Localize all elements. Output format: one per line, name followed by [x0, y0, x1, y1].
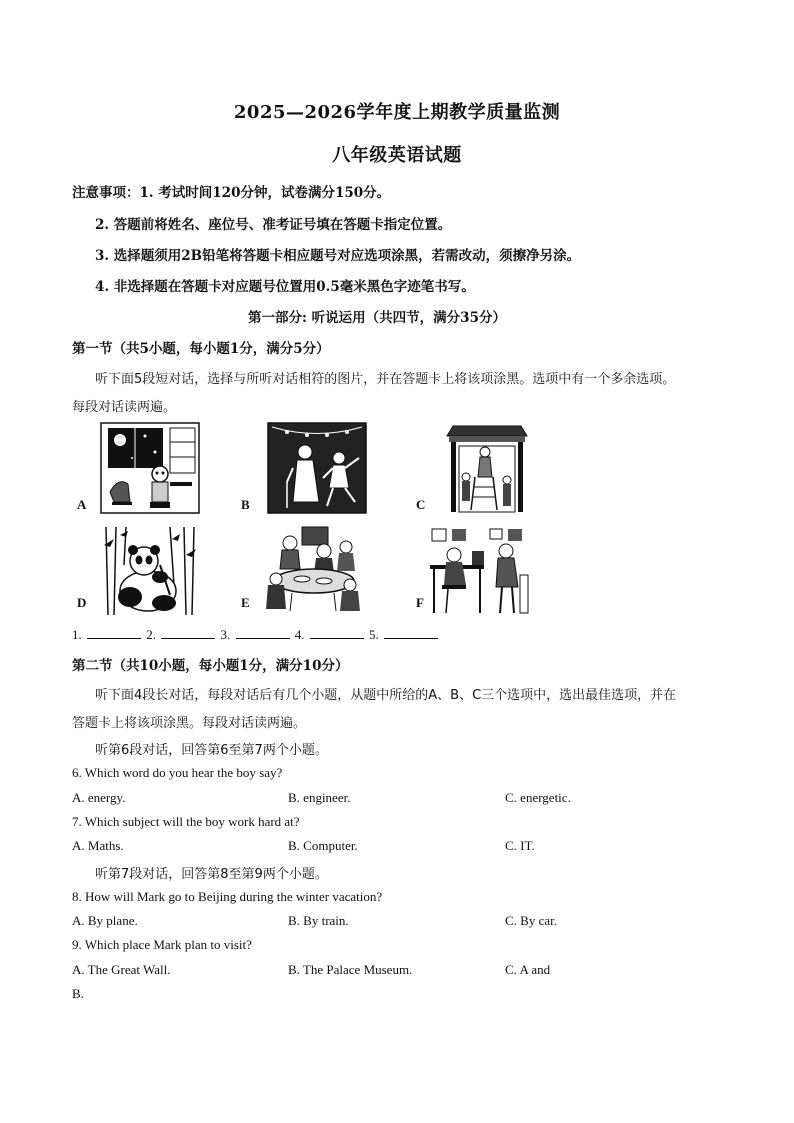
- question-6-option-a[interactable]: A. energy.: [72, 790, 126, 805]
- picture-label-e: E: [241, 595, 250, 610]
- notes-block: [72, 181, 390, 201]
- picture-label-f: F: [416, 595, 424, 610]
- picture-label-a: A: [77, 497, 87, 512]
- question-7: 7. Which subject will the boy work hard at?: [72, 814, 300, 829]
- answer-blank-3[interactable]: [236, 626, 290, 639]
- question-9-option-a[interactable]: A. The Great Wall.: [72, 962, 171, 977]
- picture-label-d: D: [77, 595, 87, 610]
- section1-heading: 第一节（共5小题，每小题1分，满分5分）: [72, 341, 330, 357]
- section1-instruction: 听下面5段短对话，选择与所听对话相符的图片，并在答题卡上将该项涂黑。选项中有一个多余选项。: [95, 372, 676, 387]
- question-7-option-a[interactable]: A. Maths.: [72, 838, 124, 853]
- dialog-7-note: 听第7段对话，回答第8至第9两个小题。: [95, 867, 328, 882]
- note-item-2: 2. 答题前将姓名、座位号、准考证号填在答题卡指定位置。: [95, 217, 452, 233]
- answer-blank-5[interactable]: [384, 626, 438, 639]
- notes-label: 注意事项：: [72, 185, 140, 201]
- answer-blank-1[interactable]: [87, 626, 141, 639]
- question-9-option-c-continued: B.: [72, 986, 84, 1001]
- question-9: 9. Which place Mark plan to visit?: [72, 937, 252, 952]
- girls-singing-dancing-picture: [267, 422, 367, 514]
- question-7-option-b[interactable]: B. Computer.: [288, 838, 358, 853]
- question-9-option-b[interactable]: B. The Palace Museum.: [288, 962, 413, 977]
- question-6: 6. Which word do you hear the boy say?: [72, 765, 283, 780]
- picture-label-c: C: [416, 497, 426, 512]
- answer-blanks: [72, 626, 440, 643]
- part1-heading: 第一部分: 听说运用（共四节，满分35分）: [248, 310, 506, 326]
- answer-blank-2[interactable]: [161, 626, 215, 639]
- section1-instruction-cont: 每段对话读两遍。: [72, 400, 177, 415]
- dialog-6-note: 听第6段对话，回答第6至第7两个小题。: [95, 743, 328, 758]
- section2-heading: 第二节（共10小题，每小题1分，满分10分）: [72, 658, 349, 674]
- boy-studying-at-desk-picture: [428, 525, 532, 617]
- note-item-3: 3. 选择题须用2B铅笔将答题卡相应题号对应选项涂黑，若需改动，须擦净另涂。: [95, 248, 581, 264]
- note-item-4: 4. 非选择题在答题卡对应题号位置用0.5毫米黑色字迹笔书写。: [95, 279, 475, 295]
- picture-label-b: B: [241, 497, 250, 512]
- section2-instruction-cont: 答题卡上将该项涂黑。每段对话读两遍。: [72, 716, 307, 731]
- blank-label-2: 2.: [146, 627, 156, 642]
- question-7-option-c[interactable]: C. IT.: [505, 838, 535, 853]
- question-8: 8. How will Mark go to Beijing during the winter vacation?: [72, 889, 383, 904]
- family-decorating-door-picture: [441, 422, 533, 514]
- robot-in-space-room-picture: [100, 422, 200, 514]
- question-6-option-b[interactable]: B. engineer.: [288, 790, 351, 805]
- blank-label-5: 5.: [369, 627, 379, 642]
- blank-label-1: 1.: [72, 627, 82, 642]
- question-6-option-c[interactable]: C. energetic.: [505, 790, 571, 805]
- question-8-option-a[interactable]: A. By plane.: [72, 913, 138, 928]
- question-8-option-c[interactable]: C. By car.: [505, 913, 557, 928]
- family-dinner-picture: [262, 523, 366, 615]
- blank-label-3: 3.: [220, 627, 231, 642]
- note-item-1: 1. 考试时间120分钟，试卷满分150分。: [139, 185, 391, 201]
- blank-label-4: 4.: [294, 627, 305, 642]
- section2-instruction: 听下面4段长对话，每段对话后有几个小题，从题中所给的A、B、C三个选项中，选出最佳选项，并在: [95, 688, 677, 703]
- question-9-option-c[interactable]: C. A and: [505, 962, 551, 977]
- exam-title: 2025—2026学年度上期教学质量监测: [233, 102, 561, 123]
- panda-eating-bamboo-picture: [100, 525, 200, 617]
- question-8-option-b[interactable]: B. By train.: [288, 913, 349, 928]
- exam-subtitle: 八年级英语试题: [332, 145, 462, 166]
- answer-blank-4[interactable]: [310, 626, 364, 639]
